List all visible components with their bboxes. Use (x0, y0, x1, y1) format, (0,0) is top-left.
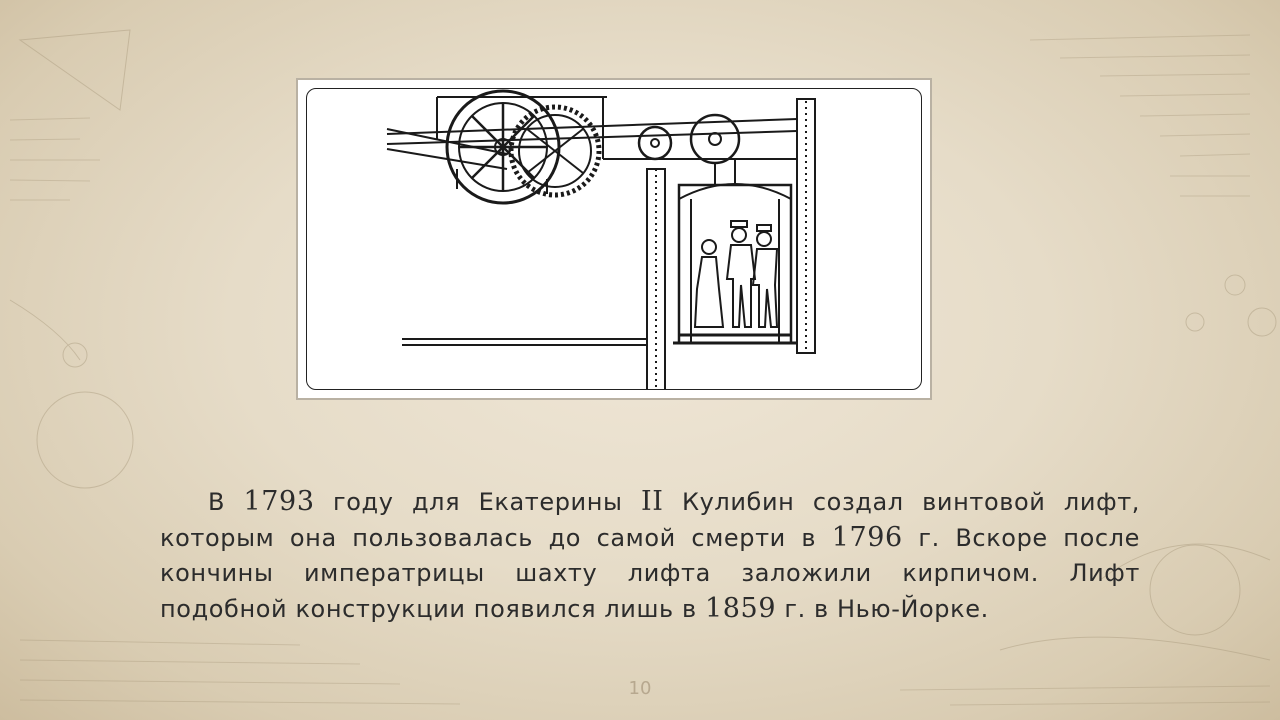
year-1793: 1793 (243, 486, 315, 517)
roman-numeral: II (641, 486, 664, 517)
elevator-illustration (296, 78, 932, 400)
text-part: г. в Нью-Йорке. (776, 595, 989, 623)
illustration-border (306, 88, 922, 390)
year-1796: 1796 (831, 522, 903, 553)
text-part: году для Екатерины (314, 488, 641, 516)
year-1859: 1859 (705, 593, 777, 624)
elevator-mechanism-drawing (307, 89, 922, 390)
text-part: Кулибин создал винтовой лифт, которым она пользовалась до самой смерти в (160, 488, 1140, 552)
text-part: В (208, 488, 244, 516)
slide-page-number: 10 (628, 678, 652, 699)
text-part: г. Вскоре после кончины императрицы шахту лифта заложили кирпичом. Лифт подобной конструкции появился лишь в (160, 524, 1140, 623)
slide-body-text (160, 484, 1140, 627)
